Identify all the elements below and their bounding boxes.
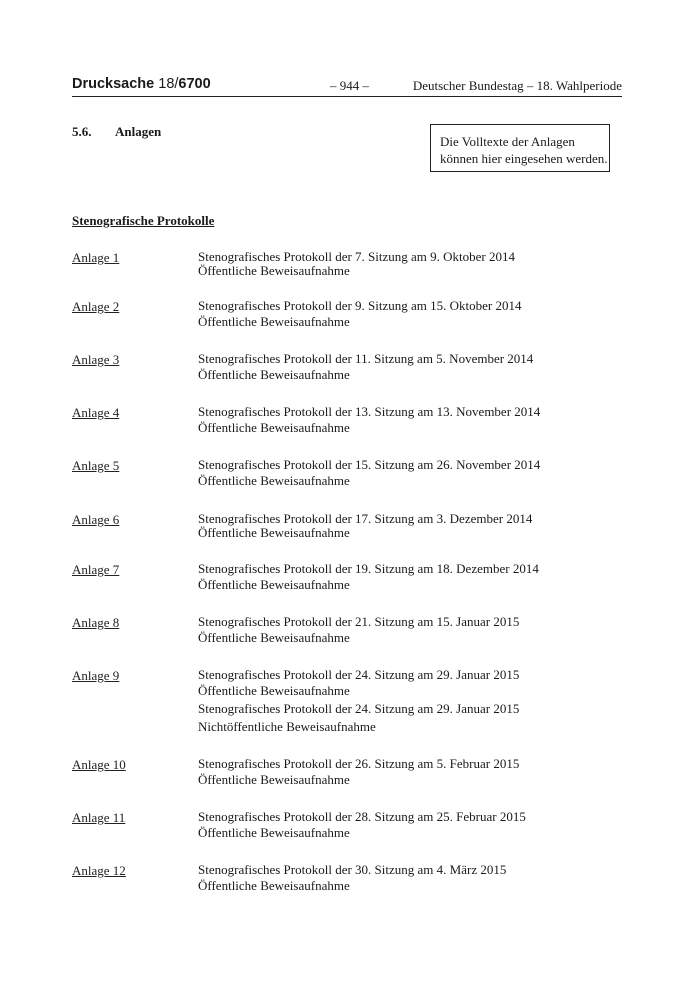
annex-description <box>198 299 522 331</box>
annex-description-line: Stenografisches Protokoll der 19. Sitzung am 18. Dezember 2014 <box>198 561 539 576</box>
annex-description-line: Stenografisches Protokoll der 28. Sitzung am 25. Februar 2015 <box>198 809 526 824</box>
annex-link[interactable]: Anlage 12 <box>72 863 126 878</box>
section-title: Anlagen <box>115 124 162 139</box>
annex-description-line: Öffentliche Beweisaufnahme <box>198 367 350 382</box>
annex-link[interactable]: Anlage 2 <box>72 299 120 314</box>
annex-link[interactable]: Anlage 10 <box>72 757 126 772</box>
annex-description-line: Öffentliche Beweisaufnahme <box>198 878 350 893</box>
subheading: Stenografische Protokolle <box>72 213 215 228</box>
annex-description <box>198 615 519 647</box>
annex-description-line: Stenografisches Protokoll der 13. Sitzung am 13. November 2014 <box>198 404 541 419</box>
note-box <box>430 124 610 172</box>
annex-link[interactable]: Anlage 5 <box>72 458 120 473</box>
annex-description-line: Öffentliche Beweisaufnahme <box>198 420 350 435</box>
document-id <box>72 76 211 92</box>
doc-prefix: Drucksache <box>72 76 155 92</box>
annex-description-line: Stenografisches Protokoll der 30. Sitzung am 4. März 2015 <box>198 862 507 877</box>
annex-link[interactable]: Anlage 7 <box>72 562 120 577</box>
annex-description-line: Stenografisches Protokoll der 15. Sitzung am 26. November 2014 <box>198 457 541 472</box>
annex-description-line: Öffentliche Beweisaufnahme <box>198 577 350 592</box>
annex-description-line: Stenografisches Protokoll der 11. Sitzung am 5. November 2014 <box>198 351 534 366</box>
annex-description-line: Öffentliche Beweisaufnahme <box>198 772 350 787</box>
annex-description-line: Öffentliche Beweisaufnahme <box>198 525 350 540</box>
annex-link[interactable]: Anlage 1 <box>72 250 120 265</box>
note-line: Die Volltexte der Anlagen <box>440 134 575 149</box>
annex-description-line: Öffentliche Beweisaufnahme <box>198 630 350 645</box>
annex-description <box>198 352 533 384</box>
page-number: – 944 – <box>330 78 369 93</box>
annex-description-line: Stenografisches Protokoll der 26. Sitzung am 5. Februar 2015 <box>198 756 520 771</box>
annex-description-line: Öffentliche Beweisaufnahme <box>198 825 350 840</box>
page-header <box>72 76 622 97</box>
parliament-label: Deutscher Bundestag – 18. Wahlperiode <box>412 78 622 93</box>
annex-link[interactable]: Anlage 6 <box>72 512 120 527</box>
annex-description-line: Öffentliche Beweisaufnahme <box>198 473 350 488</box>
annex-description <box>198 810 526 842</box>
annex-description <box>198 512 532 540</box>
annex-description <box>198 668 519 735</box>
annex-description-line: Öffentliche Beweisaufnahme <box>198 263 350 278</box>
doc-number: 6700 <box>178 76 211 92</box>
doc-series: 18/ <box>158 76 179 92</box>
annex-description-line: Stenografisches Protokoll der 9. Sitzung am 15. Oktober 2014 <box>198 298 522 313</box>
annex-link[interactable]: Anlage 4 <box>72 405 120 420</box>
annex-description <box>198 562 539 594</box>
annex-description-line: Stenografisches Protokoll der 24. Sitzung am 29. Januar 2015 <box>198 667 520 682</box>
annex-link[interactable]: Anlage 11 <box>72 810 126 825</box>
annex-description-line: Stenografisches Protokoll der 24. Sitzung am 29. Januar 2015 <box>198 701 520 716</box>
annex-description <box>198 458 540 490</box>
annex-description-line: Stenografisches Protokoll der 17. Sitzung am 3. Dezember 2014 <box>198 511 533 526</box>
annex-description <box>198 405 540 437</box>
annex-description-line: Stenografisches Protokoll der 7. Sitzung am 9. Oktober 2014 <box>198 249 516 264</box>
annex-description <box>198 863 506 895</box>
annex-description <box>198 250 515 278</box>
annex-description-line: Stenografisches Protokoll der 21. Sitzung am 15. Januar 2015 <box>198 614 520 629</box>
annex-description-line: Öffentliche Beweisaufnahme <box>198 683 350 698</box>
annex-description-line: Nichtöffentliche Beweisaufnahme <box>198 718 376 734</box>
annex-description <box>198 757 519 789</box>
annex-link[interactable]: Anlage 9 <box>72 668 120 683</box>
annex-link[interactable]: Anlage 3 <box>72 352 120 367</box>
section-number: 5.6. <box>72 124 92 139</box>
annex-description-line: Öffentliche Beweisaufnahme <box>198 314 350 329</box>
annex-link[interactable]: Anlage 8 <box>72 615 120 630</box>
note-line: können hier eingesehen werden. <box>440 151 608 166</box>
